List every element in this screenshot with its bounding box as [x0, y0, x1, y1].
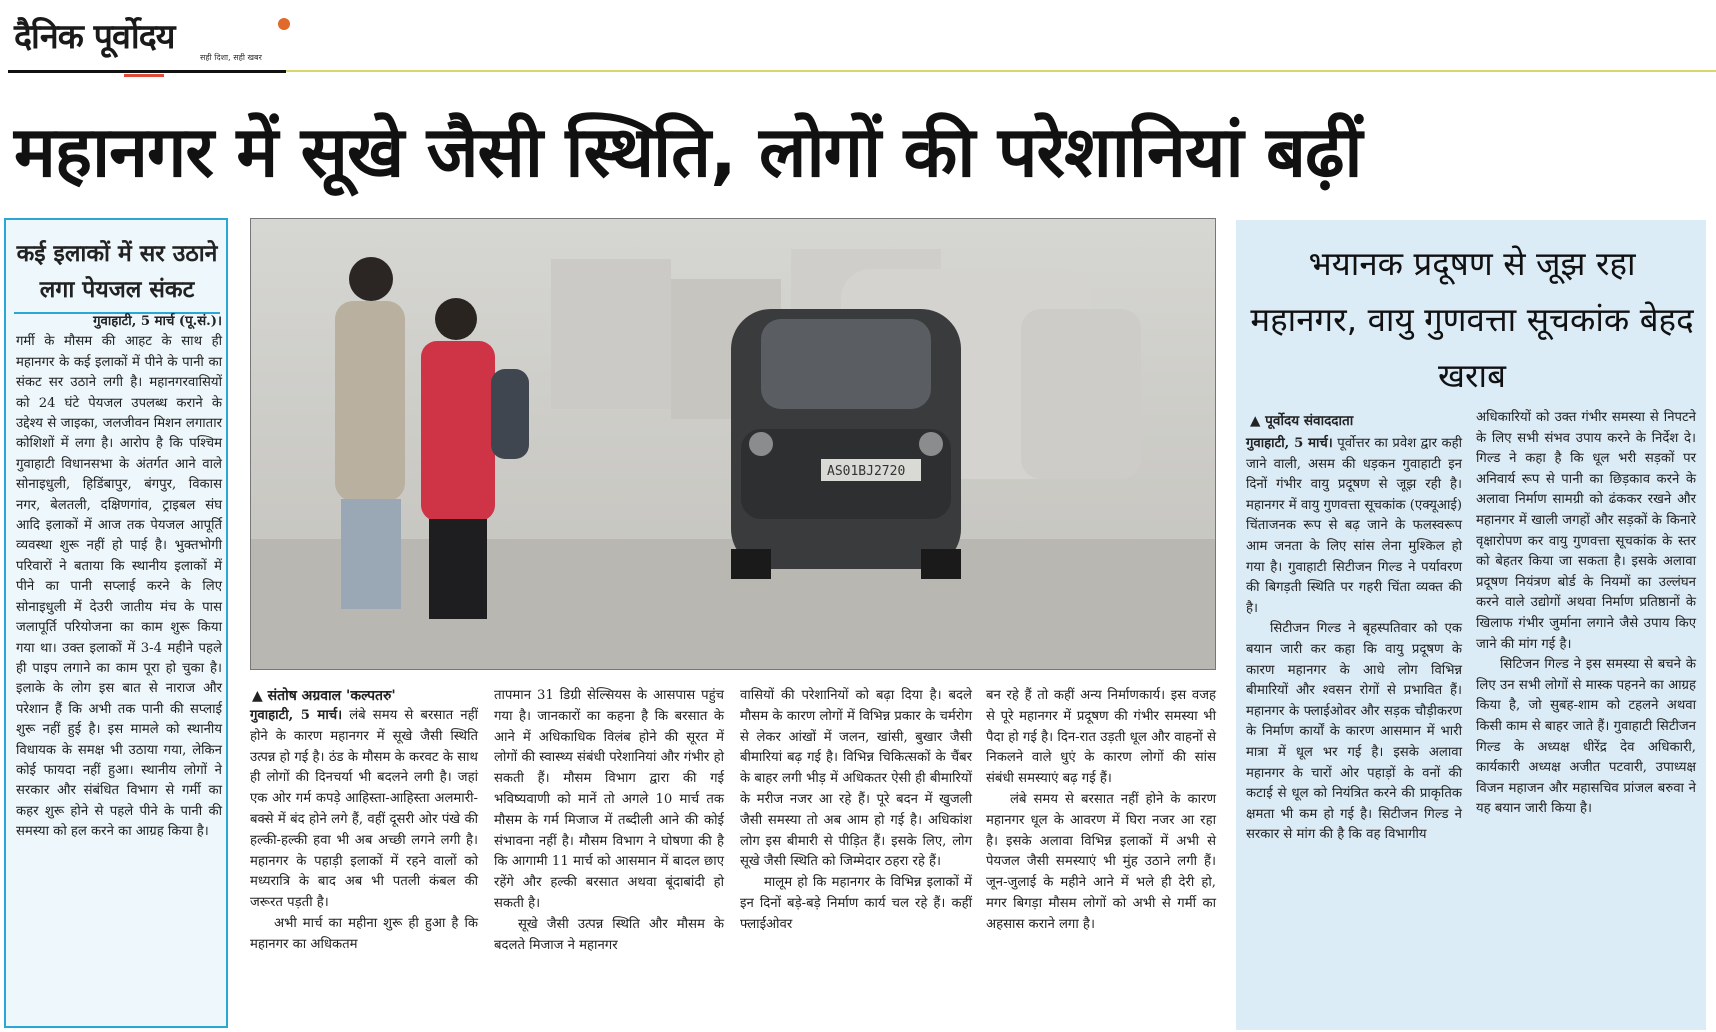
right-story-col-1: [1246, 434, 1462, 846]
right-story-dateline: गुवाहाटी, 5 मार्च।: [1246, 436, 1333, 451]
main-story-col-4-text: बन रहे हैं तो कहीं अन्य निर्माणकार्य। इस वजह से पूरे महानगर में प्रदूषण की गंभीर समस्या भी पैदा हो गई है। दिन-रात उड़ती धूल और वाहनों से निकलने वाले धुएं के कारण लोगों की सांस संबंधी समस्याएं बढ़ गई हैं।: [986, 688, 1216, 787]
newspaper-logo: दैनिक पूर्वोदय: [14, 17, 175, 57]
car-number-plate: AS01BJ2720: [827, 464, 906, 479]
right-story-title: भयानक प्रदूषण से जूझ रहा महानगर, वायु गुणवत्ता सूचकांक बेहद खराब: [1250, 244, 1694, 395]
main-story-col-1-para2: अभी मार्च का महीना शुरू ही हुआ है कि महानगर का अधिकतम: [250, 915, 478, 952]
masthead: [14, 8, 284, 72]
side-story-dateline: गुवाहाटी, 5 मार्च (पू.सं.)।: [93, 314, 222, 329]
right-story-col-2-para2: सिटिजन गिल्ड ने इस समस्या से बचने के लिए उन सभी लोगों से मास्क पहनने का आग्रह किया है, जो सुबह-शाम को टहलने अथवा किसी काम से बाहर जाते हैं। गुवाहाटी सिटीजन गिल्ड के अध्यक्ष धीरेंद्र देव अधिकारी, कार्यकारी अध्यक्ष अजीत पटवारी, उपाध्यक्ष विजन महाजन और महासचिव प्रांजल बरुवा ने यह बयान जारी किया है।: [1476, 657, 1696, 817]
logo-dot-icon: [278, 18, 290, 30]
smog-street-photo: [251, 219, 1216, 670]
news-photo: [250, 218, 1216, 670]
main-story-col-3: [740, 686, 972, 936]
main-story-col-2-para2: सूखे जैसी उत्पन्न स्थिति और मौसम के बदलते मिजाज ने महानगर: [494, 916, 724, 953]
side-story-title: कई इलाकों में सर उठाने लगा पेयजल संकट: [16, 241, 218, 303]
masthead-accent: [124, 74, 164, 77]
masthead-rule: [8, 70, 286, 73]
main-story-col-3-text: वासियों की परेशानियों को बढ़ा दिया है। बदले मौसम के कारण लोगों में विभिन्न प्रकार के चर्मरोग से लेकर आंखों में जलन, खांसी, बुखार जैसी बीमारियां बढ़ गई है। विभिन्न चिकित्सकों के चैंबर के बाहर लगी भीड़ में अधिकतर ऐसी ही बीमारियों के मरीज नजर आ रहे हैं। पूरे बदन में खुजली जैसी समस्या तो अब आम हो गई है। अधिकांश लोग इस बीमारी से पीड़ित हैं। इसके लिए, लोग सूखे जैसी स्थिति को जिम्मेदार ठहरा रहे हैं।: [740, 688, 972, 870]
main-story-col-1-text: लंबे समय से बरसात नहीं होने के कारण महानगर में सूखे जैसी स्थिति उत्पन्न हो गई है। ठंड के मौसम के करवट के साथ ही लोगों की दिनचर्या भी बदलने लगी है। जहां एक ओर गर्म कपड़े आहिस्ता-आहिस्ता अलमारी-बक्से में बंद होने लगे हैं, वहीं दूसरी ओर पंखे की हल्की-हल्की हवा भी अब अच्छी लगने लगी है। महानगर के पहाड़ी इलाकों में रहने वालों को मध्यरात्रि के बाद अब भी पतली कंबल की जरूरत पड़ती है।: [250, 708, 478, 911]
page-headline: महानगर में सूखे जैसी स्थिति, लोगों की परेशानियां बढ़ीं: [14, 111, 1362, 193]
right-story-col-2-text: अधिकारियों को उक्त गंभीर समस्या से निपटने के लिए सभी संभव उपाय करने के निर्देश दे। गिल्ड ने कहा है कि धूल भरी सड़कों पर अनिवार्य रूप से पानी का छिड़काव करने के अलावा निर्माण सामग्री को ढंककर रखने और महानगर में खाली जगहों और सड़कों के किनारे वृक्षारोपण कर वायु गुणवत्ता सूचकांक के स्तर को बेहतर किया जा सकता है। इसके अलावा प्रदूषण नियंत्रण बोर्ड के नियमों का उल्लंघन करने वाले उद्योगों अथवा निर्माण प्रतिष्ठानों के खिलाफ गंभीर जुर्माना लगाने जैसे उपाय किए जाने की मांग गई है।: [1476, 410, 1696, 652]
logo-tagline: सही दिशा, सही खबर: [200, 53, 262, 62]
main-story-col-1: [250, 706, 478, 956]
side-story-body: [16, 312, 222, 843]
side-story-text: गर्मी के मौसम की आहट के साथ ही महानगर के कई इलाकों में पीने के पानी का संकट सर उठाने लगी है। महानगरवासियों को 24 घंटे पेयजल उपलब्ध कराने के उद्देश्य से जाइका, जलजीवन मिशन लगातार कोशिशों में लगा है। आरोप है कि पश्चिम गुवाहाटी विधानसभा के अंतर्गत आने वाले सोनाइधुली, हिडिंबापुर, बंगपुर, विकास नगर, बेलतली, दक्षिणगांव, ट्राइबल संघ आदि इलाकों में आज तक पेयजल आपूर्ति व्यवस्था शुरू नहीं हो पाई है। भुक्तभोगी परिवारों ने बताया कि स्थानीय इलाकों में पीने का पानी सप्लाई करने के लिए सोनाइधुली में देउरी जातीय मंच के पास जलापूर्ति परियोजना का काम शुरू किया गया था। उक्त इलाकों में 3-4 महीने पहले ही पाइप लगाने का काम पूरा हो चुका है। इलाके के लोग इस बात से नाराज और परेशान हैं कि अभी तक पानी की सप्लाई शुरू नहीं हुई है। इस मामले को स्थानीय विधायक के समक्ष भी उठाया गया, लेकिन कोई फायदा नहीं हुआ। स्थानीय लोगों ने सरकार और संबंधित विभाग से गर्मी का कहर शुरू होने से पहले पीने के पानी की समस्या को हल करने का आग्रह किया है।: [16, 334, 222, 840]
main-story-col-4-para2: लंबे समय से बरसात नहीं होने के कारण महानगर धूल के आवरण में घिरा नजर आ रहा है। इसके अलावा विभिन्न इलाकों में अभी से पेयजल जैसी समस्याएं भी मुंह उठाने लगी हैं। जून-जुलाई के महीने आने में भले ही देरी हो, मगर बिगड़ा मौसम लोगों को अभी से गर्मी का अहसास कराने लगा है।: [986, 791, 1216, 932]
main-story-dateline: गुवाहाटी, 5 मार्च।: [250, 708, 343, 723]
right-story-col-1-para2: सिटीजन गिल्ड ने बृहस्पतिवार को एक बयान जारी कर कहा कि वायु प्रदूषण के कारण महानगर के आधे लोग विभिन्न बीमारियों और श्वसन रोगों से प्रभावित हैं। महानगर के फ्लाईओवर और सड़क चौड़ीकरण के निर्माण कार्यों के कारण आसमान में भारी मात्रा में धूल भर गई है। इसके अलावा महानगर के चारों ओर पहाड़ों के वनों की कटाई से धूल को नियंत्रित करने की प्राकृतिक क्षमता भी कम हो गई है। सिटीजन गिल्ड ने सरकार से मांग की है कि वह विभागीय: [1246, 621, 1462, 843]
main-story-col-2-text: तापमान 31 डिग्री सेल्सियस के आसपास पहुंच गया है। जानकारों का कहना है कि बरसात के आने में अधिकाधिक विलंब होने की सूरत में लोगों की स्वास्थ्य संबंधी परेशानियां और गंभीर हो सकती हैं। मौसम विभाग द्वारा की गई भविष्यवाणी को मानें तो अगले 10 मार्च तक मौसम के गर्म मिजाज में तब्दीली आने की कोई संभावना नहीं है। मौसम विभाग ने घोषणा की है कि आगामी 11 मार्च को आसमान में बादल छाए रहेंगे और हल्की बरसात अथवा बूंदाबांदी हो सकती है।: [494, 688, 724, 911]
right-story-col-2: [1476, 408, 1696, 820]
right-story-col-1-text: पूर्वोत्तर का प्रवेश द्वार कही जाने वाली, असम की धड़कन गुवाहाटी इन दिनों गंभीर वायु प्रदूषण से जूझ रही है। महानगर में वायु गुणवत्ता सूचकांक (एक्यूआई) चिंताजनक रूप से बढ़ जाने के फलस्वरूप आम जनता के लिए सांस लेना मुश्किल हो गया है। गुवाहाटी सिटीजन गिल्ड ने पर्यावरण की बिगड़ती स्थिति पर गहरी चिंता व्यक्त की है।: [1246, 436, 1462, 616]
main-story-col-2: [494, 686, 724, 956]
masthead-divider: [286, 70, 1716, 72]
main-story-col-4: [986, 686, 1216, 936]
right-story-byline: ▲ पूर्वोदय संवाददाता: [1250, 413, 1354, 429]
main-story-col-3-para2: मालूम हो कि महानगर के विभिन्न इलाकों में इन दिनों बड़े-बड़े निर्माण कार्य चल रहे हैं। कहीं फ्लाईओवर: [740, 875, 972, 932]
main-story-byline: ▲ संतोष अग्रवाल 'कल्पतरु': [252, 688, 396, 704]
